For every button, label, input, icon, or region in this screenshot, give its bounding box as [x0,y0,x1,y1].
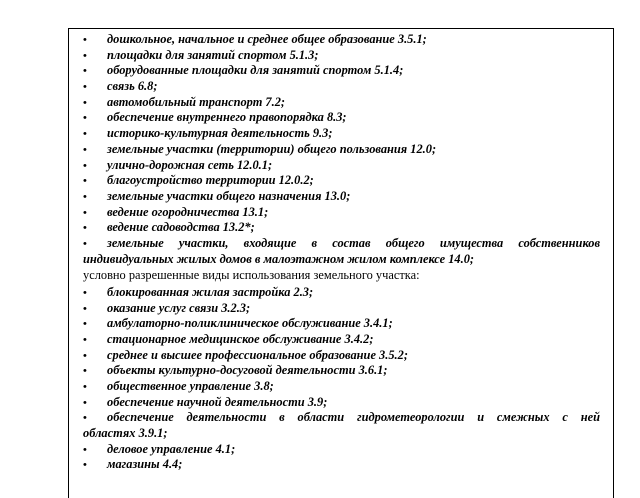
bullet: • [83,206,87,219]
bullet: • [83,286,87,299]
bullet: • [83,380,87,393]
bullet: • [83,396,87,409]
list-item [83,79,600,95]
list-item: • обеспечение деятельности в области гидрометеорологии и смежных с ней [83,410,600,426]
list-item-text: блокированная жилая застройка 2.3; [107,284,314,299]
permitted-uses-list [83,32,600,236]
list-item [83,110,600,126]
document-body [83,32,600,473]
bullet: • [83,159,87,172]
bullet: • [83,175,87,188]
bullet: • [83,365,87,378]
list-item-text: обеспечение внутреннего правопорядка 8.3; [107,110,347,125]
list-item-text: автомобильный транспорт 7.2; [107,94,286,109]
list-item-text: оборудованные площадки для занятий спортом 5.1.4; [107,63,404,78]
list-item [83,32,600,48]
bullet: • [83,222,87,235]
list-item [83,48,600,64]
list-item-text: дошкольное, начальное и среднее общее образование 3.5.1; [107,32,427,46]
list-item-text: обеспечение научной деятельности 3.9; [107,394,328,409]
list-item [83,348,600,364]
list-item-text: земельные участки (территории) общего пользования 12.0; [107,141,437,156]
document-page [68,28,614,498]
conditional-uses-list-cont [83,442,600,473]
list-item-text: ведение садоводства 13.2*; [107,220,255,235]
list-item-text: стационарное медицинское обслуживание 3.4.2; [107,331,374,346]
list-item: • земельные участки, входящие в состав общего имущества собственников [83,236,600,252]
list-item-text: историко-культурная деятельность 9.3; [107,126,333,141]
list-item-text: деловое управление 4.1; [107,441,236,456]
list-item [83,142,600,158]
list-item [83,189,600,205]
bullet: • [83,459,87,472]
list-item-text: оказание услуг связи 3.2.3; [107,300,251,315]
bullet: • [83,65,87,78]
list-item-text: среднее и высшее профессиональное образование 3.5.2; [107,347,408,362]
list-item [83,395,600,411]
list-item-continuation: индивидуальных жилых домов в малоэтажном жилом комплексе 14.0; [83,251,475,266]
bullet: • [83,302,87,315]
list-item-text: земельные участки общего назначения 13.0; [107,188,351,203]
list-item [83,220,600,236]
list-item [83,301,600,317]
bullet: • [83,143,87,156]
bullet: • [83,349,87,362]
bullet: • [83,96,87,109]
bullet: • [83,128,87,141]
bullet: • [83,333,87,346]
list-item [83,332,600,348]
list-item-text: площадки для занятий спортом 5.1.3; [107,47,319,62]
bullet: • [83,81,87,94]
list-item [83,442,600,458]
list-item [83,173,600,189]
list-item-continuation: областях 3.9.1; [83,426,168,440]
list-item [83,95,600,111]
list-item [83,285,600,301]
list-item [83,205,600,221]
bullet: • [83,318,87,331]
list-item-text: магазины 4.4; [107,457,183,472]
bullet: • [83,412,87,425]
list-item [83,379,600,395]
list-item [83,457,600,473]
list-item [83,158,600,174]
list-item [83,316,600,332]
list-item [83,63,600,79]
list-item [83,363,600,379]
bullet: • [83,237,87,250]
list-item-text: улично-дорожная сеть 12.0.1; [107,157,273,172]
conditional-uses-list [83,285,600,411]
bullet: • [83,190,87,203]
list-item-text: связь 6.8; [107,79,158,94]
conditional-uses-heading: условно разрешенные виды использования земельного участка: [83,268,420,283]
list-item-text: объекты культурно-досуговой деятельности 3.6.1; [107,363,388,378]
list-item-text: амбулаторно-поликлиническое обслуживание 3.4.1; [107,316,393,331]
list-item [83,126,600,142]
bullet: • [83,34,87,46]
list-item-text: благоустройство территории 12.0.2; [107,173,314,188]
list-item-text: общественное управление 3.8; [107,378,274,393]
list-item-text: ведение огородничества 13.1; [107,204,269,219]
bullet: • [83,49,87,62]
bullet: • [83,112,87,125]
bullet: • [83,443,87,456]
